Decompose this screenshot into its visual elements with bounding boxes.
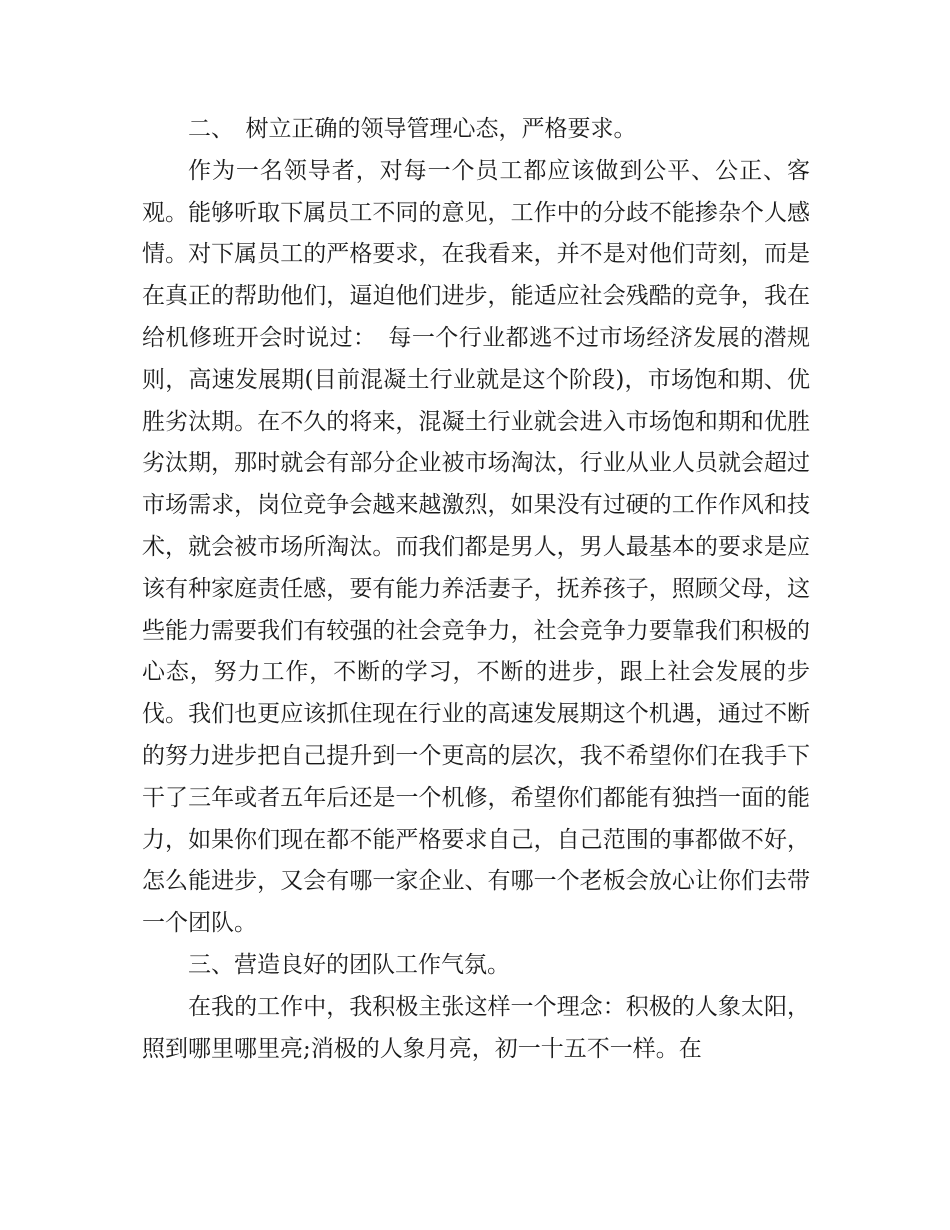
body-paragraph: 作为一名领导者，对每一个员工都应该做到公平、公正、客观。能够听取下属员工不同的意见，工作中的分歧不能掺杂个人感情。对下属员工的严格要求，在我看来，并不是对他们苛刻，而是在真正的帮助他们，逼迫他们进步，能适应社会残酷的竞争，我在给机修班开会时说过： 每一个行业都逃不过市场经济发展的潜规则，高速发展期(目前混凝土行业就是这个阶段)，市场饱和期、优胜劣汰期。在不久的将来，混凝土行业就会进入市场饱和期和优胜劣汰期，那时就会有部分企业被市场淘汰，行业从业人员就会超过市场需求，岗位竞争会越来越激烈，如果没有过硬的工作作风和技术，就会被市场所淘汰。而我们都是男人，男人最基本的要求是应该有种家庭责任感，要有能力养活妻子，抚养孩子，照顾父母，这些能力需要我们有较强的社会竞争力，社会竞争力要靠我们积极的心态，努力工作，不断的学习，不断的进步，跟上社会发展的步伐。我们也更应该抓住现在行业的高速发展期这个机遇，通过不断的努力进步把自己提升到一个更高的层次，我不希望你们在我手下干了三年或者五年后还是一个机修，希望你们都能有独挡一面的能力，如果你们现在都不能严格要求自己，自己范围的事都做不好，怎么能进步，又会有哪一家企业、有哪一个老板会放心让你们去带一个团队。: [142, 157, 810, 937]
section-heading-three: 三、营造良好的团队工作气氛。: [188, 951, 510, 978]
document-page: [142, 109, 810, 1070]
section-heading-two: 二、 树立正确的领导管理心态，严格要求。: [188, 116, 637, 142]
body-paragraph: 在我的工作中，我积极主张这样一个理念：积极的人象太阳，照到哪里哪里亮;消极的人象月亮，初一十五不一样。在: [142, 993, 810, 1062]
